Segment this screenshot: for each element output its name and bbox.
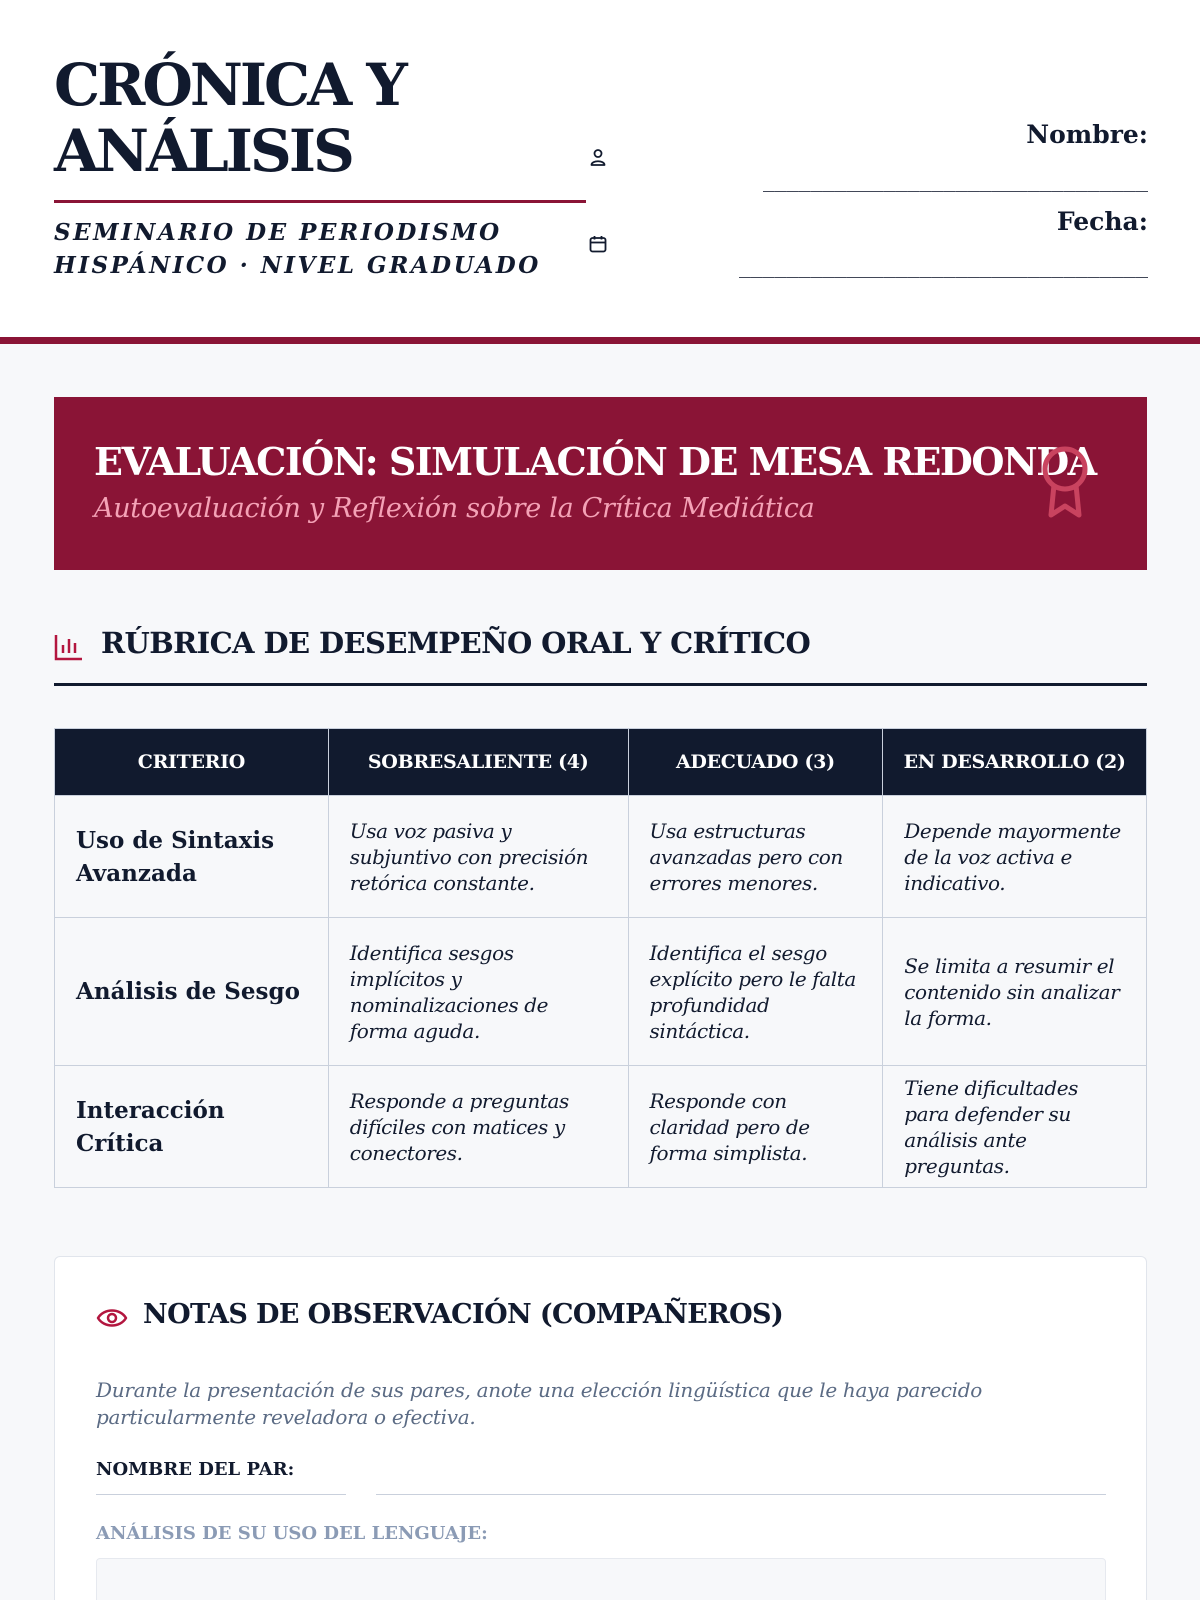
column-header-criterion: CRITERIO [55, 729, 329, 796]
excellent-cell: Responde a preguntas difíciles con matices y conectores. [328, 1066, 628, 1188]
page-header [0, 0, 1200, 344]
rubric-header-row [55, 729, 1147, 796]
brand-divider [54, 200, 586, 203]
observation-instructions: Durante la presentación de sus pares, anote una elección lingüística que le haya parecido particularmente reveladora o efectiva. [96, 1378, 982, 1429]
developing-cell: Se limita a resumir el contenido sin analizar la forma. [883, 918, 1147, 1066]
criterion-cell: Uso de Sintaxis Avanzada [55, 796, 329, 918]
name-label: Nombre: [1026, 120, 1148, 149]
adequate-cell: Usa estructuras avanzadas pero con errores menores. [628, 796, 883, 918]
calendar-icon [588, 234, 608, 254]
bar-chart-icon [54, 633, 84, 661]
date-field[interactable]: __________________________________ [738, 254, 1148, 278]
eye-icon [96, 1307, 128, 1329]
table-row [55, 918, 1147, 1066]
brand-subtitle: SEMINARIO DE PERIODISMO HISPÁNICO · NIVEL GRADUADO [54, 219, 541, 279]
user-icon [588, 147, 608, 167]
observation-card [54, 1256, 1147, 1600]
award-ribbon-icon [1039, 445, 1091, 519]
developing-cell: Tiene dificultades para defender su análisis ante preguntas. [883, 1066, 1147, 1188]
language-analysis-textarea[interactable] [96, 1558, 1106, 1600]
language-analysis-label: ANÁLISIS DE SU USO DEL LENGUAJE: [96, 1523, 488, 1544]
observation-title: NOTAS DE OBSERVACIÓN (COMPAÑEROS) [143, 1299, 784, 1330]
column-header-developing: EN DESARROLLO (2) [883, 729, 1147, 796]
developing-cell: Depende mayormente de la voz activa e indicativo. [883, 796, 1147, 918]
peer-name-input[interactable] [376, 1459, 1106, 1495]
name-field[interactable]: ________________________________ [762, 168, 1148, 192]
rubric-table [54, 728, 1147, 1188]
column-header-excellent: SOBRESALIENTE (4) [328, 729, 628, 796]
column-header-adequate: ADECUADO (3) [628, 729, 883, 796]
adequate-cell: Identifica el sesgo explícito pero le falta profundidad sintáctica. [628, 918, 883, 1066]
criterion-cell: Interacción Crítica [55, 1066, 329, 1188]
rubric-section-header [54, 626, 1147, 686]
excellent-cell: Usa voz pasiva y subjuntivo con precisión retórica constante. [328, 796, 628, 918]
peer-name-label: NOMBRE DEL PAR: [96, 1459, 346, 1495]
table-row [55, 796, 1147, 918]
evaluation-banner [54, 397, 1147, 570]
criterion-cell: Análisis de Sesgo [55, 918, 329, 1066]
adequate-cell: Responde con claridad pero de forma simplista. [628, 1066, 883, 1188]
excellent-cell: Identifica sesgos implícitos y nominalizaciones de forma aguda. [328, 918, 628, 1066]
rubric-section-title: RÚBRICA DE DESEMPEÑO ORAL Y CRÍTICO [101, 626, 811, 660]
banner-title: EVALUACIÓN: SIMULACIÓN DE MESA REDONDA [94, 439, 1096, 484]
banner-subtitle: Autoevaluación y Reflexión sobre la Crítica Mediática [94, 493, 815, 524]
brand-title: CRÓNICA Y ANÁLISIS [54, 51, 405, 185]
date-label: Fecha: [1056, 207, 1148, 236]
table-row [55, 1066, 1147, 1188]
